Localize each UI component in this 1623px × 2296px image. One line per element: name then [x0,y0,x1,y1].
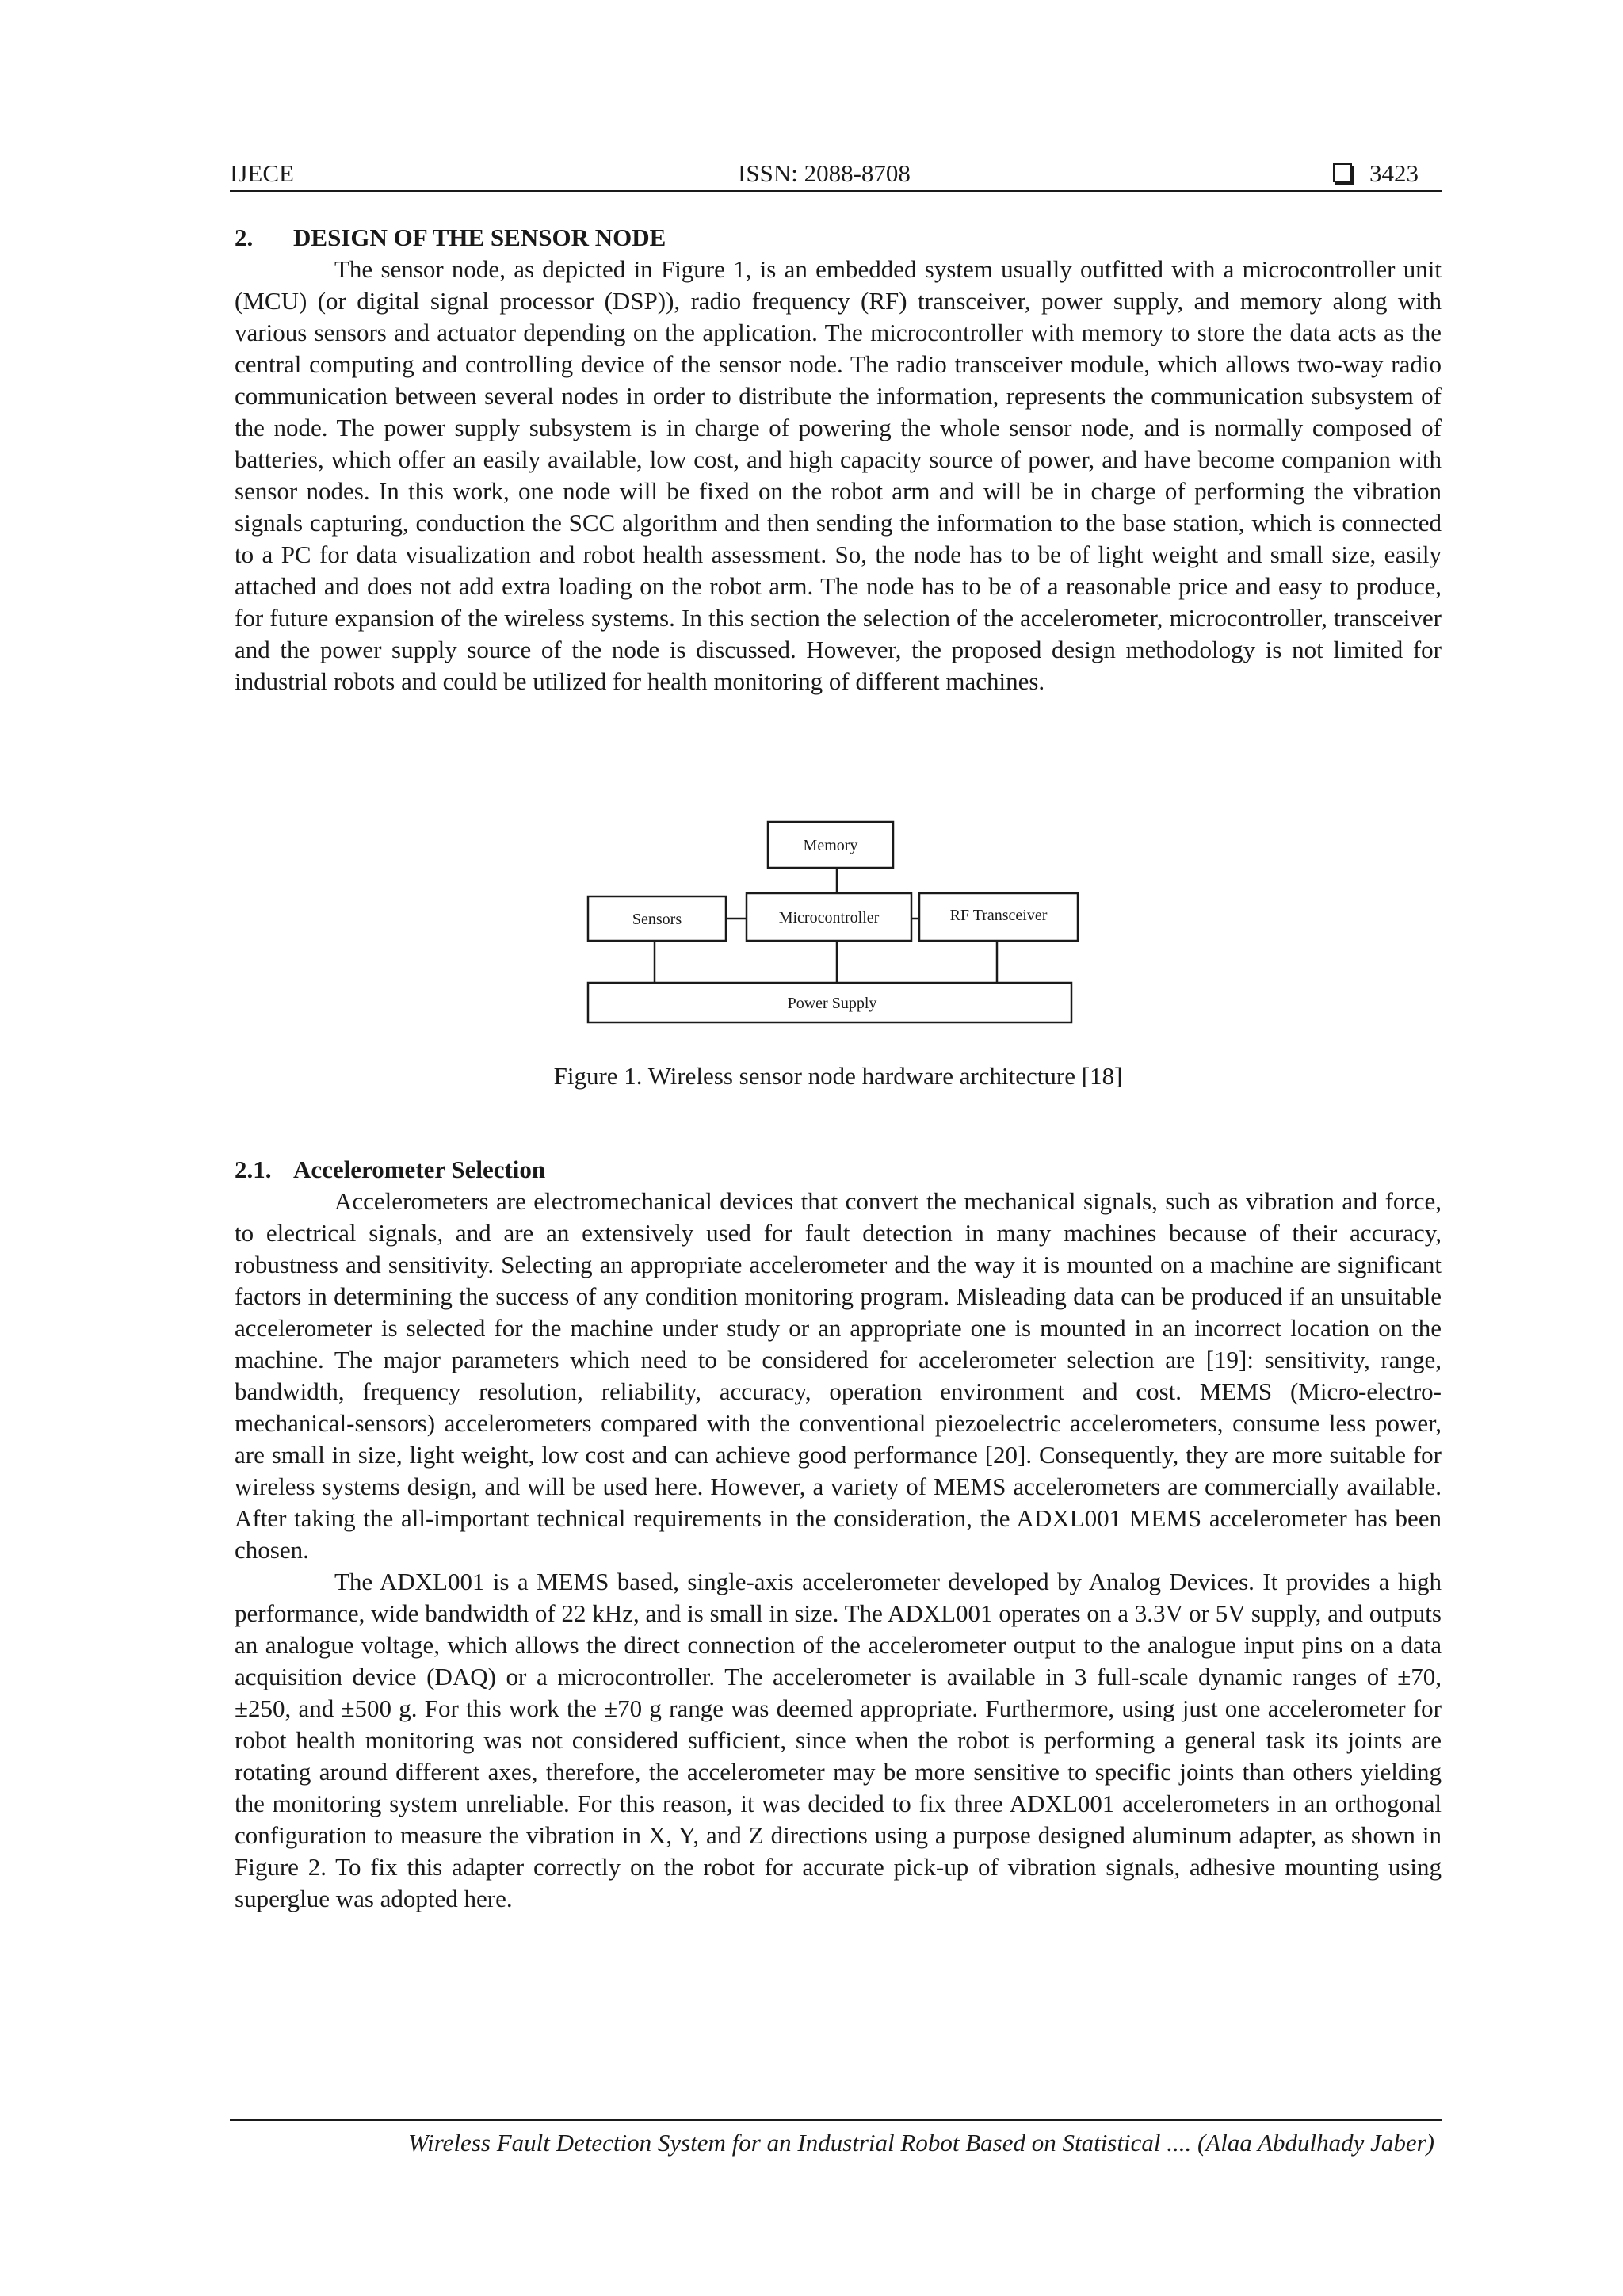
issn: ISSN: 2088-8708 [738,159,911,187]
subsection-title: Accelerometer Selection [293,1156,546,1183]
subsection-heading [235,1154,1442,1186]
running-footer: Wireless Fault Detection System for an Industrial Robot Based on Statistical .... (Alaa Abdulhady Jaber) [408,2129,1434,2157]
header-rule [230,190,1442,192]
section-2-1-paragraph-1: Accelerometers are electromechanical devices that convert the mechanical signals, such as vibration and force, to electrical signals, and are an extensively used for fault detection in many machines because of their accuracy, robustness and sensitivity. Selecting an appropriate accelerometer and the way it is mounted on a machine are significant factors in determining the success of any condition monitoring program. Misleading data can be produced if an unsuitable accelerometer is selected for the machine under study or an appropriate one is mounted in an incorrect location on the machine. The major parameters which need to be considered for accelerometer selection are [19]: sensitivity, range, bandwidth, frequency resolution, reliability, accuracy, operation environment and cost. MEMS (Micro-electro-mechanical-sensors) accelerometers compared with the conventional piezoelectric accelerometers, consume less power, are small in size, light weight, low cost and can achieve good performance [20]. Consequently, they are more suitable for wireless systems design, and will be used here. However, a variety of MEMS accelerometers are commercially available. After taking the all-important technical requirements in the consideration, the ADXL001 MEMS accelerometer has been chosen. [235,1187,1442,1564]
section-heading [235,222,1442,254]
figure-1 [586,820,1094,1038]
section-2 [235,222,1442,697]
checkbox-square-icon [1333,163,1352,182]
running-header [230,155,1442,192]
page-number: 3423 [1369,159,1419,187]
sensors-label: Sensors [632,911,682,928]
power-supply-label: Power Supply [787,995,877,1012]
footer-rule [230,2119,1442,2121]
journal-name: IJECE [230,159,294,187]
rf-transceiver-label: RF Transceiver [949,907,1048,924]
subsection-number: 2.1. [235,1156,272,1183]
memory-label: Memory [803,837,858,854]
figure-1-caption: Figure 1. Wireless sensor node hardware architecture [18] [553,1062,1123,1090]
section-title: DESIGN OF THE SENSOR NODE [293,223,666,251]
section-number: 2. [235,223,254,251]
block-diagram [586,820,1094,1038]
section-2-1-paragraph-2: The ADXL001 is a MEMS based, single-axis accelerometer developed by Analog Devices. It provides a high performance, wide bandwidth of 22 kHz, and is small in size. The ADXL001 operates on a 3.3V or 5V supply, and outputs an analogue voltage, which allows the direct connection of the accelerometer output to the analogue input pins on a data acquisition device (DAQ) or a microcontroller. The accelerometer is available in 3 full-scale dynamic ranges of ±70, ±250, and ±500 g. For this work the ±70 g range was deemed appropriate. Furthermore, using just one accelerometer for robot health monitoring was not considered sufficient, since when the robot is performing a general task its joints are rotating around different axes, therefore, the accelerometer may be more sensitive to specific joints than others yielding the monitoring system unreliable. For this reason, it was decided to fix three ADXL001 accelerometers in an orthogonal configuration to measure the vibration in X, Y, and Z directions using a purpose designed aluminum adapter, as shown in Figure 2. To fix this adapter correctly on the robot for accurate pick-up of vibration signals, adhesive mounting using superglue was adopted here. [235,1568,1442,1912]
microcontroller-label: Microcontroller [778,909,880,926]
page-number-group [1333,155,1419,192]
section-2-1 [235,1154,1442,1915]
section-2-paragraph: The sensor node, as depicted in Figure 1, is an embedded system usually outfitted with a microcontroller unit (MCU) (or digital signal processor (DSP)), radio frequency (RF) transceiver, power supply, and memory along with various sensors and actuator depending on the application. The microcontroller with memory to store the data acts as the central computing and controlling device of the sensor node. The radio transceiver module, which allows two-way radio communication between several nodes in order to distribute the information, represents the communication subsystem of the node. The power supply subsystem is in charge of powering the whole sensor node, and is normally composed of batteries, which offer an easily available, low cost, and high capacity source of power, and have become companion with sensor nodes. In this work, one node will be fixed on the robot arm and will be in charge of performing the vibration signals capturing, conduction the SCC algorithm and then sending the information to the base station, which is connected to a PC for data visualization and robot health assessment. So, the node has to be of light weight and small size, easily attached and does not add extra loading on the robot arm. The node has to be of a reasonable price and easy to produce, for future expansion of the wireless systems. In this section the selection of the accelerometer, microcontroller, transceiver and the power supply source of the node is discussed. However, the proposed design methodology is not limited for industrial robots and could be utilized for health monitoring of different machines. [235,255,1442,695]
